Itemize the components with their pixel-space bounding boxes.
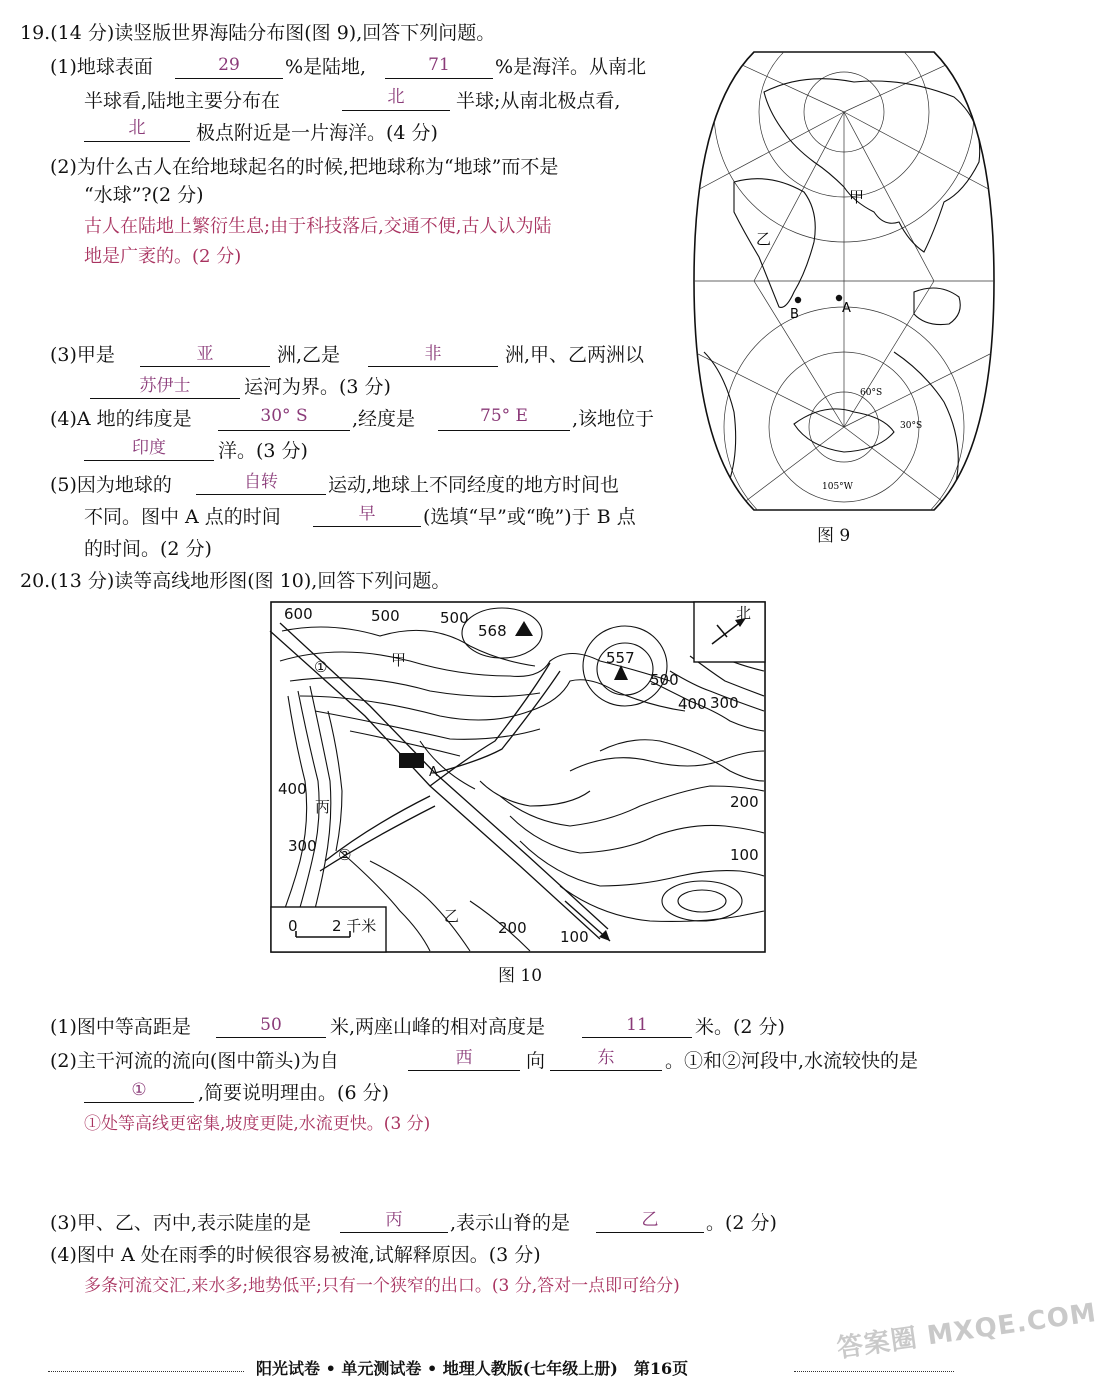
map-label-105w: 105°W — [822, 482, 853, 492]
watermark: 答案圈 MXQE.COM — [835, 1297, 1099, 1365]
q19-p4-c: ,该地位于 — [572, 408, 655, 430]
q20-p3-a: (3)甲、乙、丙中,表示陡崖的是 — [50, 1212, 311, 1234]
answer-earth-motion: 自转 — [244, 472, 278, 492]
scale-zero: 0 — [288, 917, 298, 935]
q20-p2-d: ,简要说明理由。(6 分) — [198, 1082, 389, 1104]
q19-p2-a: (2)为什么古人在给地球起名的时候,把地球称为“地球”而不是 — [50, 156, 559, 178]
q19-p2-b: “水球”?(2 分) — [84, 184, 204, 206]
answer-q20-4: 多条河流交汇,来水多;地势低平;只有一个狭窄的出口。(3 分,答对一点即可给分) — [84, 1276, 680, 1296]
answer-q20-2-reason: ①处等高线更密集,坡度更陡,水流更快。(3 分) — [84, 1114, 431, 1134]
answer-contour-interval: 50 — [260, 1015, 282, 1035]
q19-p5-a: (5)因为地球的 — [50, 474, 172, 496]
answer-canal: 苏伊士 — [139, 376, 191, 396]
q19-p1-d: 半球看,陆地主要分布在 — [84, 90, 281, 112]
q19-p5-b: 运动,地球上不同经度的地方时间也 — [328, 474, 620, 496]
map-label-a: A — [842, 301, 851, 316]
q19-p1-f: 极点附近是一片海洋。(4 分) — [196, 122, 438, 144]
q19-p4-d: 洋。(3 分) — [218, 440, 308, 462]
peak-557: 557 — [606, 649, 635, 667]
north-label: 北 — [736, 604, 752, 622]
label-yi: 乙 — [444, 907, 460, 925]
contour-500b: 500 — [440, 609, 469, 627]
map-label-b: B — [790, 307, 799, 322]
contour-map-figure — [270, 601, 766, 953]
q19-title: 19.(14 分)读竖版世界海陆分布图(图 9),回答下列问题。 — [20, 22, 496, 44]
contour-100a: 100 — [560, 928, 589, 946]
answer-earlier-later: 早 — [358, 504, 376, 524]
footer-rule-left — [48, 1371, 244, 1372]
answer-ocean-percent: 71 — [428, 55, 450, 75]
contour-400a: 400 — [278, 780, 307, 798]
river-section-1: ① — [314, 658, 328, 676]
q19-p5-d: (选填“早”或“晚”)于 B 点 — [423, 506, 636, 528]
q19-p3-d: 运河为界。(3 分) — [244, 376, 391, 398]
q20-p1-b: 米,两座山峰的相对高度是 — [330, 1016, 546, 1038]
answer-ridge: 乙 — [641, 1210, 659, 1230]
answer-latitude: 30° S — [260, 406, 308, 426]
map-label-yi: 乙 — [756, 230, 772, 248]
figure9-caption: 图 9 — [817, 526, 851, 546]
label-jia: 甲 — [391, 651, 407, 669]
q20-p2-b: 向 — [526, 1050, 546, 1072]
point-b-marker — [795, 297, 801, 303]
answer-flow-to: 东 — [597, 1048, 615, 1068]
q19-p1-e: 半球;从南北极点看, — [456, 90, 621, 112]
map-label-60s: 60°S — [860, 388, 883, 398]
q20-p3-b: ,表示山脊的是 — [450, 1212, 571, 1234]
answer-hemisphere: 北 — [387, 87, 405, 107]
q19-p1-b: %是陆地, — [285, 56, 367, 78]
q20-p3-c: 。(2 分) — [706, 1212, 777, 1234]
contour-200a: 200 — [498, 919, 527, 937]
q20-p2-a: (2)主干河流的流向(图中箭头)为自 — [50, 1050, 339, 1072]
contour-200b: 200 — [730, 793, 759, 811]
answer-pole: 北 — [128, 118, 146, 138]
answer-jia-continent: 亚 — [196, 344, 214, 364]
contour-100b: 100 — [730, 846, 759, 864]
q19-p4-a: (4)A 地的纬度是 — [50, 408, 192, 430]
contour-500a: 500 — [371, 607, 400, 625]
q19-p1-a: (1)地球表面 — [50, 56, 153, 78]
footer-text: 阳光试卷 • 单元测试卷 • 地理人教版(七年级上册) 第16页 — [256, 1359, 689, 1378]
answer-q19-2-line1: 古人在陆地上繁衍生息;由于科技落后,交通不便,古人认为陆 — [84, 216, 552, 237]
q20-p1-a: (1)图中等高距是 — [50, 1016, 191, 1038]
q20-p4-a: (4)图中 A 处在雨季的时候很容易被淹,试解释原因。(3 分) — [50, 1244, 541, 1266]
answer-cliff: 丙 — [385, 1210, 403, 1230]
label-bing: 丙 — [315, 798, 331, 816]
q19-p4-b: ,经度是 — [352, 408, 416, 430]
answer-flow-from: 西 — [455, 1048, 473, 1068]
label-a: A — [429, 765, 438, 780]
peak-568: 568 — [478, 622, 507, 640]
map-label-jia: 甲 — [849, 188, 865, 206]
q20-p2-c: 。①和②河段中,水流较快的是 — [665, 1050, 919, 1072]
q19-p3-a: (3)甲是 — [50, 344, 115, 366]
river-section-2: ② — [338, 846, 352, 864]
map-label-30s: 30°S — [900, 421, 923, 431]
answer-relative-height: 11 — [626, 1015, 648, 1035]
contour-500c: 500 — [650, 671, 679, 689]
contour-300a: 300 — [288, 837, 317, 855]
answer-q19-2-line2: 地是广袤的。(2 分) — [84, 246, 242, 267]
scale-2km: 2 千米 — [332, 917, 377, 935]
q19-p1-c: %是海洋。从南北 — [495, 56, 647, 78]
contour-400b: 400 — [678, 695, 707, 713]
footer-rule-right — [794, 1371, 954, 1372]
answer-land-percent: 29 — [218, 55, 240, 75]
world-map-figure — [694, 52, 994, 510]
answer-ocean-name: 印度 — [132, 438, 166, 458]
figure10-caption: 图 10 — [498, 966, 543, 986]
answer-yi-continent: 非 — [424, 344, 442, 364]
q19-p5-c: 不同。图中 A 点的时间 — [84, 506, 281, 528]
q19-p3-b: 洲,乙是 — [277, 344, 341, 366]
contour-600: 600 — [284, 605, 313, 623]
q19-p3-c: 洲,甲、乙两洲以 — [505, 344, 645, 366]
q19-p5-e: 的时间。(2 分) — [84, 538, 212, 560]
answer-longitude: 75° E — [480, 406, 528, 426]
q20-title: 20.(13 分)读等高线地形图(图 10),回答下列问题。 — [20, 570, 451, 592]
q20-p1-c: 米。(2 分) — [695, 1016, 785, 1038]
contour-300b: 300 — [710, 694, 739, 712]
answer-faster-section: ① — [131, 1080, 147, 1100]
